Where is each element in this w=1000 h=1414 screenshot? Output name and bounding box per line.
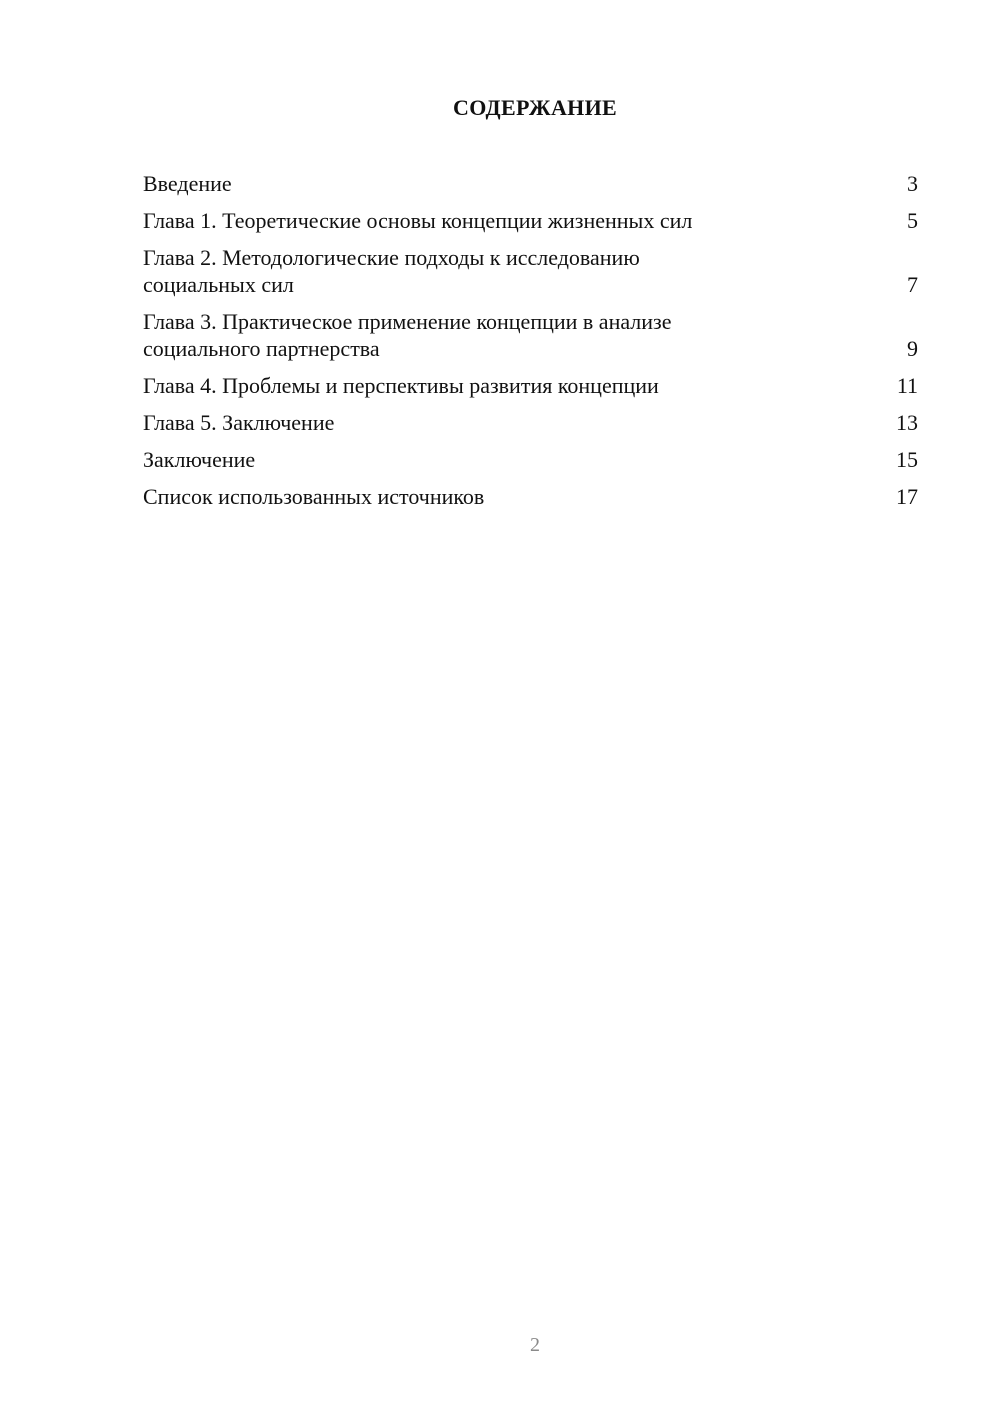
toc-entry-introduction <box>143 170 918 197</box>
toc-entry-line: социального партнерства <box>143 336 380 361</box>
toc-entry-line: Заключение <box>143 447 256 472</box>
toc-entry-line: Глава 4. Проблемы и перспективы развития концепции <box>143 373 659 398</box>
toc-entry-page-number: 11 <box>896 373 918 398</box>
toc-entry-chapter-5 <box>143 409 918 436</box>
toc-entry-page-number: 17 <box>896 484 918 509</box>
toc-entry-chapter-2 <box>143 244 918 298</box>
toc-entry-line: Глава 1. Теоретические основы концепции жизненных сил <box>143 208 693 233</box>
toc-entry-label <box>143 207 858 234</box>
toc-entry-page-number: 9 <box>907 336 918 361</box>
toc-entry-label <box>143 372 858 399</box>
toc-entry-label <box>143 446 858 473</box>
toc-entry-chapter-3 <box>143 308 918 362</box>
toc-entry-label <box>143 483 858 510</box>
toc-entry-label <box>143 308 858 362</box>
toc-entry-line: Введение <box>143 171 232 196</box>
toc-entry-conclusion <box>143 446 918 473</box>
toc-entry-label <box>143 409 858 436</box>
toc-entry-line: Глава 5. Заключение <box>143 410 335 435</box>
toc-entry-page-number: 15 <box>896 447 918 472</box>
toc-entry-page-number: 13 <box>896 410 918 435</box>
toc-entry-chapter-4 <box>143 372 918 399</box>
toc-title: СОДЕРЖАНИЕ <box>453 95 617 120</box>
toc-entry-line: Глава 3. Практическое применение концепции в анализе <box>143 309 672 334</box>
toc-entry-line: Список использованных источников <box>143 484 485 509</box>
page-number: 2 <box>530 1334 540 1356</box>
toc-list <box>143 170 918 520</box>
toc-entry-line: социальных сил <box>143 272 294 297</box>
toc-entry-page-number: 7 <box>907 272 918 297</box>
toc-entry-label <box>143 244 858 298</box>
toc-entry-chapter-1 <box>143 207 918 234</box>
toc-entry-page-number: 5 <box>907 208 918 233</box>
toc-entry-label <box>143 170 858 197</box>
toc-entry-line: Глава 2. Методологические подходы к исследованию <box>143 245 640 270</box>
toc-entry-references <box>143 483 918 510</box>
toc-entry-page-number: 3 <box>907 171 918 196</box>
